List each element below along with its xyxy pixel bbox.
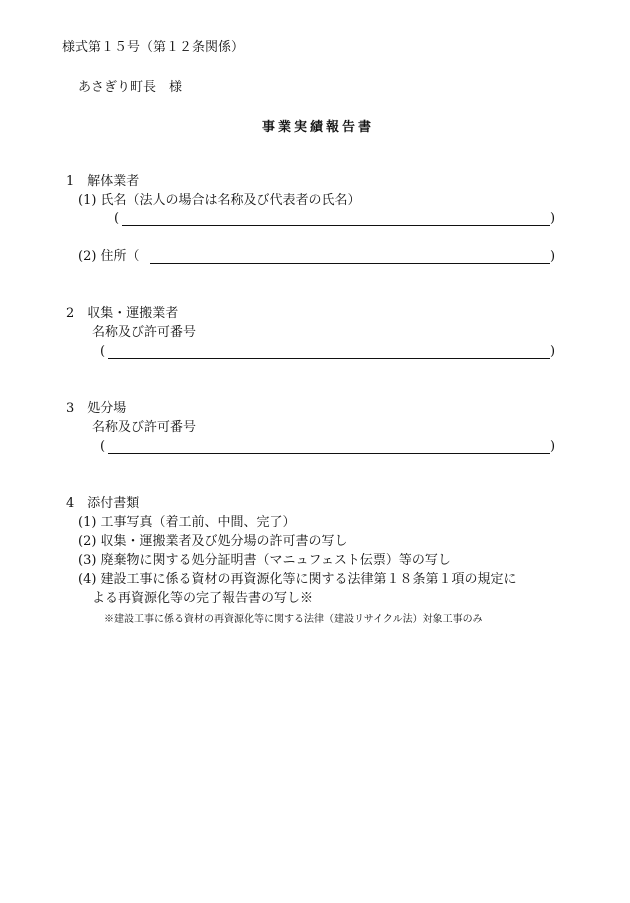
section-3-sub-label: 名称及び許可番号 <box>92 420 197 435</box>
section-2-sub-label: 名称及び許可番号 <box>92 325 197 340</box>
section-1-item-2-label: (2) 住所（ <box>78 249 140 264</box>
attachment-footnote: ※建設工事に係る資材の再資源化等に関する法律（建設リサイクル法）対象工事のみ <box>104 614 483 625</box>
section-3-open-paren: ( <box>100 439 106 454</box>
section-1-item-1-open-paren: ( <box>114 211 120 226</box>
section-1-item-2-close-paren: ) <box>550 249 556 264</box>
section-2-close-paren: ) <box>550 344 556 359</box>
name-entry-line[interactable] <box>122 225 550 226</box>
section-2-open-paren: ( <box>100 344 106 359</box>
section-2-heading: 2 収集・運搬業者 <box>66 306 179 321</box>
section-4-heading: 4 添付書類 <box>66 496 140 511</box>
section-1-item-1-close-paren: ) <box>550 211 556 226</box>
section-1-heading: 1 解体業者 <box>66 174 140 189</box>
attachment-item-1: (1) 工事写真（着工前、中間、完了） <box>78 515 296 530</box>
attachment-item-2: (2) 収集・運搬業者及び処分場の許可書の写し <box>78 534 348 549</box>
disposal-site-entry-line[interactable] <box>108 453 550 454</box>
collector-entry-line[interactable] <box>108 358 550 359</box>
section-3-close-paren: ) <box>550 439 556 454</box>
attachment-item-3: (3) 廃棄物に関する処分証明書（マニュフェスト伝票）等の写し <box>78 553 451 568</box>
addressee: あさぎり町長 様 <box>78 80 183 95</box>
address-entry-line[interactable] <box>150 263 550 264</box>
attachment-item-4-continuation: よる再資源化等の完了報告書の写し※ <box>92 591 314 606</box>
form-number: 様式第１５号（第１２条関係） <box>62 40 245 55</box>
document-title: 事業実績報告書 <box>262 120 375 135</box>
attachment-item-4: (4) 建設工事に係る資材の再資源化等に関する法律第１８条第１項の規定に <box>78 572 517 587</box>
section-1-item-1-label: (1) 氏名（法人の場合は名称及び代表者の氏名） <box>78 193 361 208</box>
section-3-heading: 3 処分場 <box>66 401 127 416</box>
